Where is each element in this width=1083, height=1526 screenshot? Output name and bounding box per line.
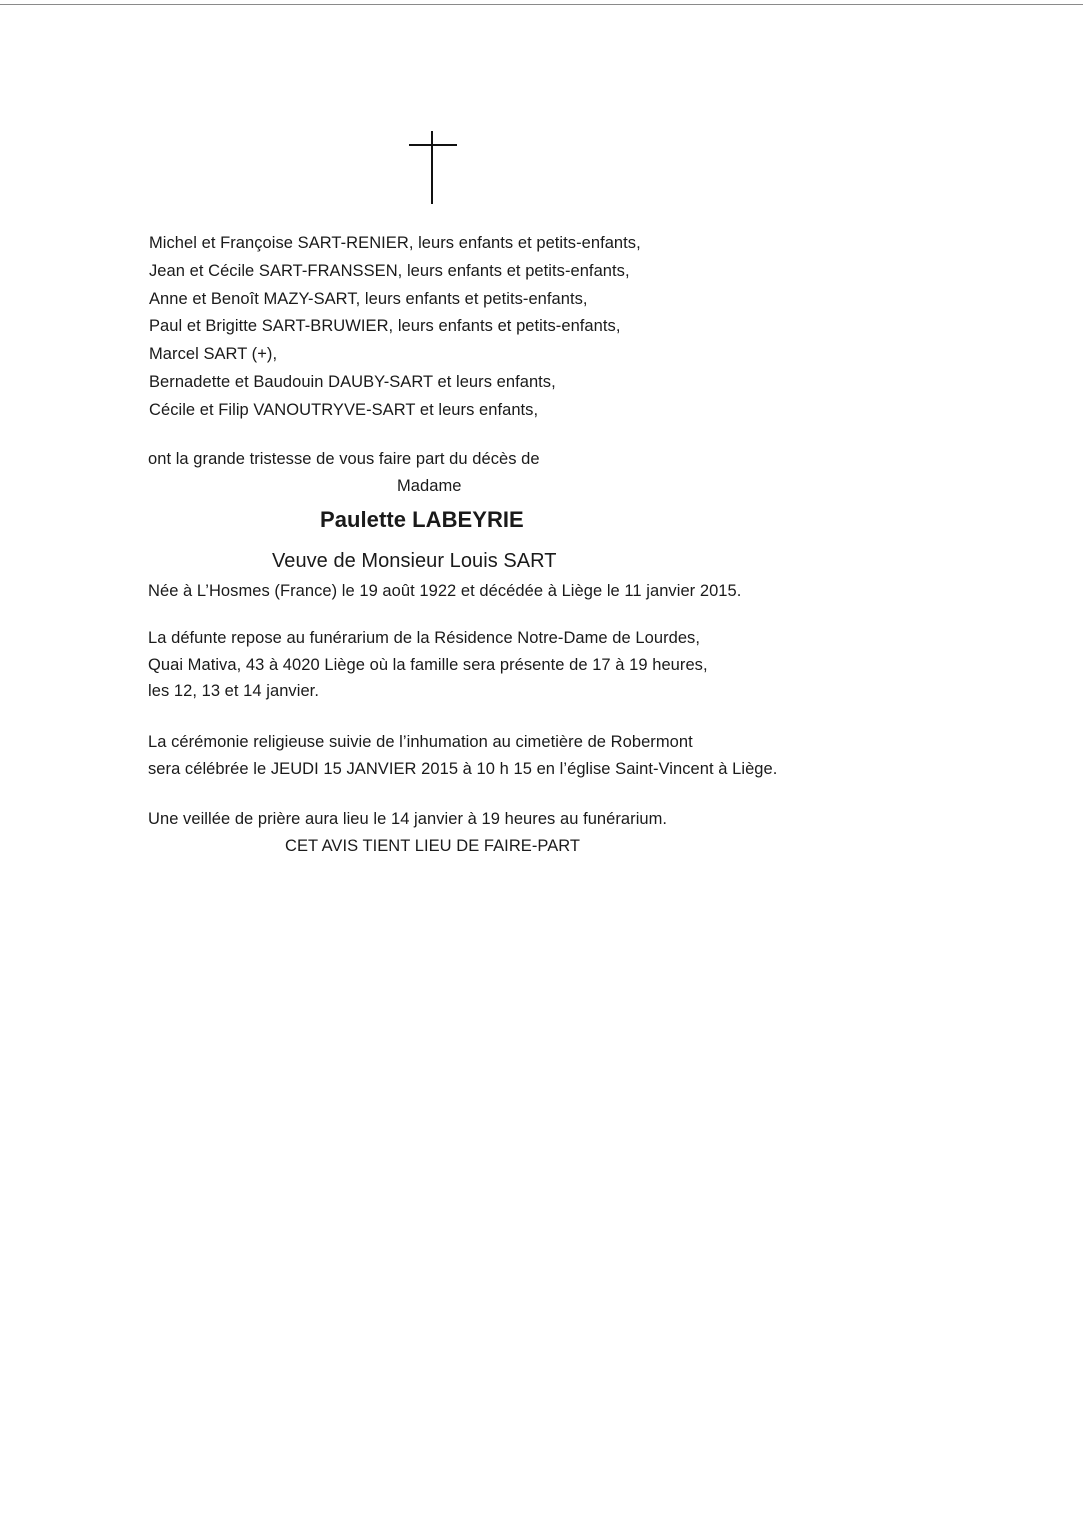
family-line: Bernadette et Baudouin DAUBY-SART et leurs enfants,: [149, 372, 556, 391]
family-line: Michel et Françoise SART-RENIER, leurs enfants et petits-enfants,: [149, 234, 641, 252]
notice-line: CET AVIS TIENT LIEU DE FAIRE-PART: [285, 837, 581, 855]
family-line: Anne et Benoît MAZY-SART, leurs enfants et petits-enfants,: [149, 289, 588, 308]
funerarium-paragraph: [148, 628, 708, 708]
ceremony-paragraph: [148, 732, 777, 785]
family-line: Paul et Brigitte SART-BRUWIER, leurs enfants et petits-enfants,: [149, 317, 621, 336]
birth-death-line: Née à L’Hosmes (France) le 19 août 1922 et décédée à Liège le 11 janvier 2015.: [148, 582, 742, 600]
top-border-line: [0, 4, 1083, 5]
family-list: [149, 233, 641, 428]
paragraph-line: La cérémonie religieuse suivie de l’inhumation au cimetière de Robermont: [148, 733, 693, 751]
honorific-title: Madame: [397, 477, 462, 495]
vigil-line: Une veillée de prière aura lieu le 14 janvier à 19 heures au funérarium.: [148, 810, 668, 828]
announcement-intro: ont la grande tristesse de vous faire part du décès de: [148, 450, 540, 468]
cross-horizontal-bar: [409, 144, 457, 146]
paragraph-line: les 12, 13 et 14 janvier.: [148, 682, 319, 700]
family-line: Jean et Cécile SART-FRANSSEN, leurs enfants et petits-enfants,: [149, 261, 630, 280]
family-line: Marcel SART (+),: [149, 345, 278, 364]
family-line: Cécile et Filip VANOUTRYVE-SART et leurs enfants,: [149, 400, 539, 419]
paragraph-line: La défunte repose au funérarium de la Résidence Notre-Dame de Lourdes,: [148, 629, 700, 647]
cross-vertical-bar: [431, 131, 433, 204]
latin-cross-icon: [409, 131, 457, 204]
paragraph-line: Quai Mativa, 43 à 4020 Liège où la famille sera présente de 17 à 19 heures,: [148, 655, 708, 674]
paragraph-line: sera célébrée le JEUDI 15 JANVIER 2015 à 10 h 15 en l’église Saint-Vincent à Liège.: [148, 759, 778, 778]
widow-of-line: Veuve de Monsieur Louis SART: [272, 550, 557, 572]
deceased-name: Paulette LABEYRIE: [320, 507, 524, 532]
